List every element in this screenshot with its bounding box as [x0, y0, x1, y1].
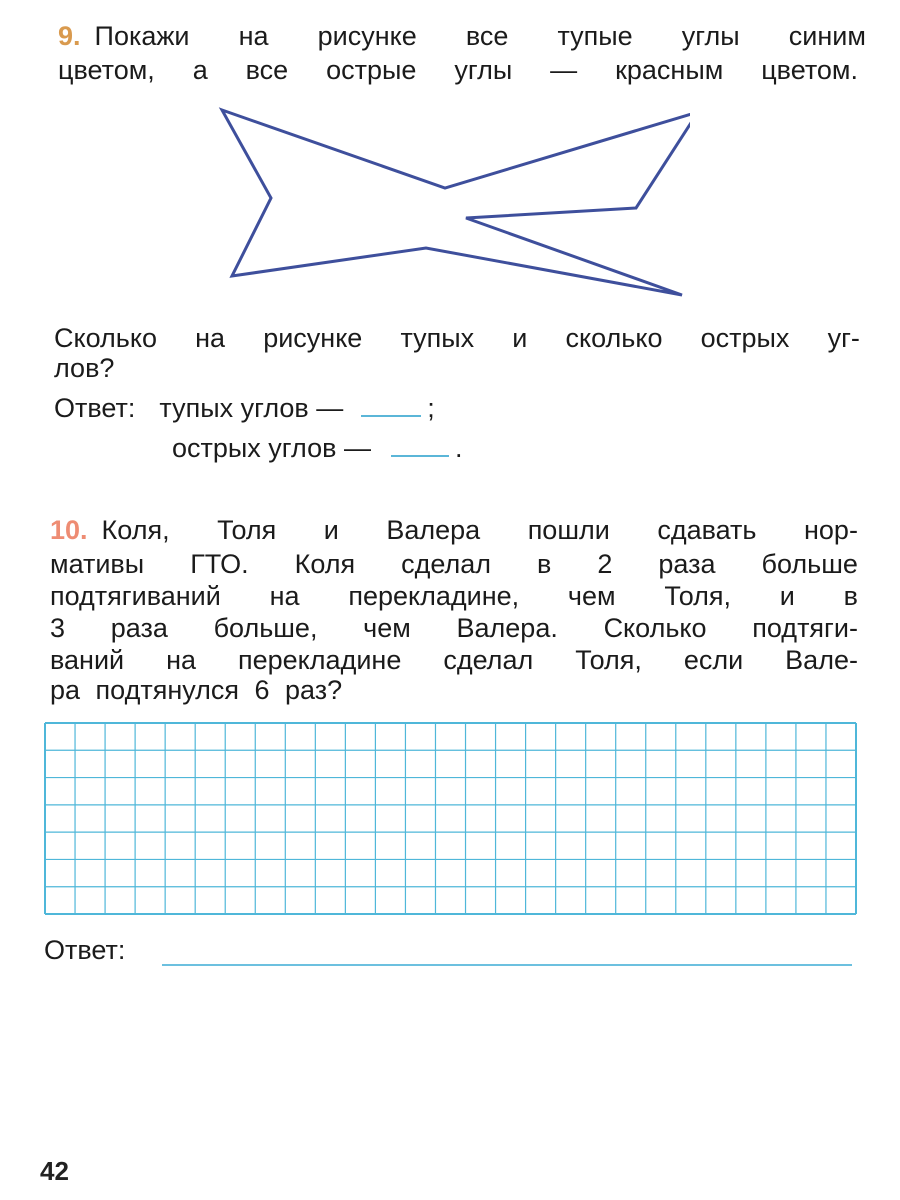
word: красным	[615, 55, 724, 85]
obtuse-label: тупых углов —	[159, 393, 344, 423]
word: цветом,	[58, 55, 155, 85]
word: нор-	[804, 515, 858, 545]
word: перекладине,	[348, 581, 520, 611]
word: Сколько	[54, 323, 157, 353]
word: Валера.	[456, 613, 558, 643]
word: Покажи	[94, 21, 190, 51]
word: в	[843, 581, 858, 611]
word: сделал	[443, 645, 534, 675]
word: ра подтянулся 6 раз?	[50, 675, 343, 705]
task9-question-line-2	[54, 352, 114, 384]
task9-number: 9.	[58, 21, 81, 51]
word: Коля,	[101, 515, 170, 545]
word: цветом.	[761, 55, 858, 85]
task10-line-5	[50, 644, 858, 676]
word: все	[465, 21, 509, 51]
word: раза	[658, 549, 716, 579]
word: Сколько	[603, 613, 707, 643]
task10-line-3	[50, 580, 858, 612]
word: уг-	[827, 323, 860, 353]
word: больше,	[213, 613, 318, 643]
word: углы	[681, 21, 740, 51]
task10-line-2	[50, 548, 858, 580]
word: —	[550, 55, 578, 85]
squared-grid-work-area[interactable]	[44, 722, 857, 915]
word: на	[238, 21, 269, 51]
word: Толя,	[664, 581, 732, 611]
task9-answer-acute	[172, 432, 463, 464]
word: углы	[454, 55, 513, 85]
word: и	[779, 581, 795, 611]
word: на	[195, 323, 226, 353]
word: ваний	[50, 645, 125, 675]
word: Коля	[294, 549, 356, 579]
word: подтяги-	[752, 613, 858, 643]
word: если	[683, 645, 744, 675]
word: чем	[363, 613, 411, 643]
word: на	[269, 581, 300, 611]
word: лов?	[54, 353, 115, 383]
word: острые	[326, 55, 417, 85]
word: ГТО.	[190, 549, 249, 579]
word: сколько	[565, 323, 663, 353]
word: 2	[597, 549, 613, 579]
word: мативы	[50, 549, 145, 579]
task10-line-1	[50, 514, 858, 546]
acute-label: острых углов —	[172, 433, 371, 463]
task9-line-2	[58, 54, 858, 86]
task9-answer-obtuse	[54, 392, 435, 424]
answer-label: Ответ:	[54, 393, 136, 423]
word: и	[323, 515, 339, 545]
page-number: 42	[40, 1156, 69, 1186]
task9-question-line-1	[54, 322, 860, 354]
answer-label: Ответ:	[44, 935, 126, 965]
word: в	[537, 549, 552, 579]
word: 3	[50, 613, 66, 643]
word: тупых	[400, 323, 475, 353]
task10-answer-line[interactable]	[162, 964, 852, 966]
word: чем	[567, 581, 616, 611]
word: Толя,	[575, 645, 642, 675]
acute-answer-blank[interactable]	[391, 455, 449, 457]
word: Толя	[217, 515, 277, 545]
task10-number: 10.	[50, 515, 88, 545]
word: перекладине	[238, 645, 402, 675]
word: сдавать	[657, 515, 757, 545]
word: сделал	[401, 549, 492, 579]
task10-line-6	[50, 674, 342, 706]
word: рисунке	[263, 323, 363, 353]
word: тупые	[557, 21, 633, 51]
word: пошли	[527, 515, 610, 545]
word: больше	[761, 549, 858, 579]
word: Валера	[386, 515, 481, 545]
polygon-outline	[222, 110, 690, 295]
word: раза	[110, 613, 168, 643]
task10-line-4	[50, 612, 858, 644]
word: а	[192, 55, 208, 85]
acute-end: .	[454, 433, 463, 463]
polygon-figure	[210, 100, 690, 305]
word: на	[166, 645, 197, 675]
task9-line-1	[58, 20, 866, 52]
word: острых	[700, 323, 790, 353]
word: подтягиваний	[50, 581, 221, 611]
obtuse-answer-blank[interactable]	[361, 415, 421, 417]
word: все	[245, 55, 289, 85]
word: синим	[788, 21, 866, 51]
word: рисунке	[317, 21, 417, 51]
word: и	[512, 323, 528, 353]
obtuse-end: ;	[427, 393, 435, 423]
task10-answer	[44, 934, 125, 966]
word: Вале-	[785, 645, 858, 675]
